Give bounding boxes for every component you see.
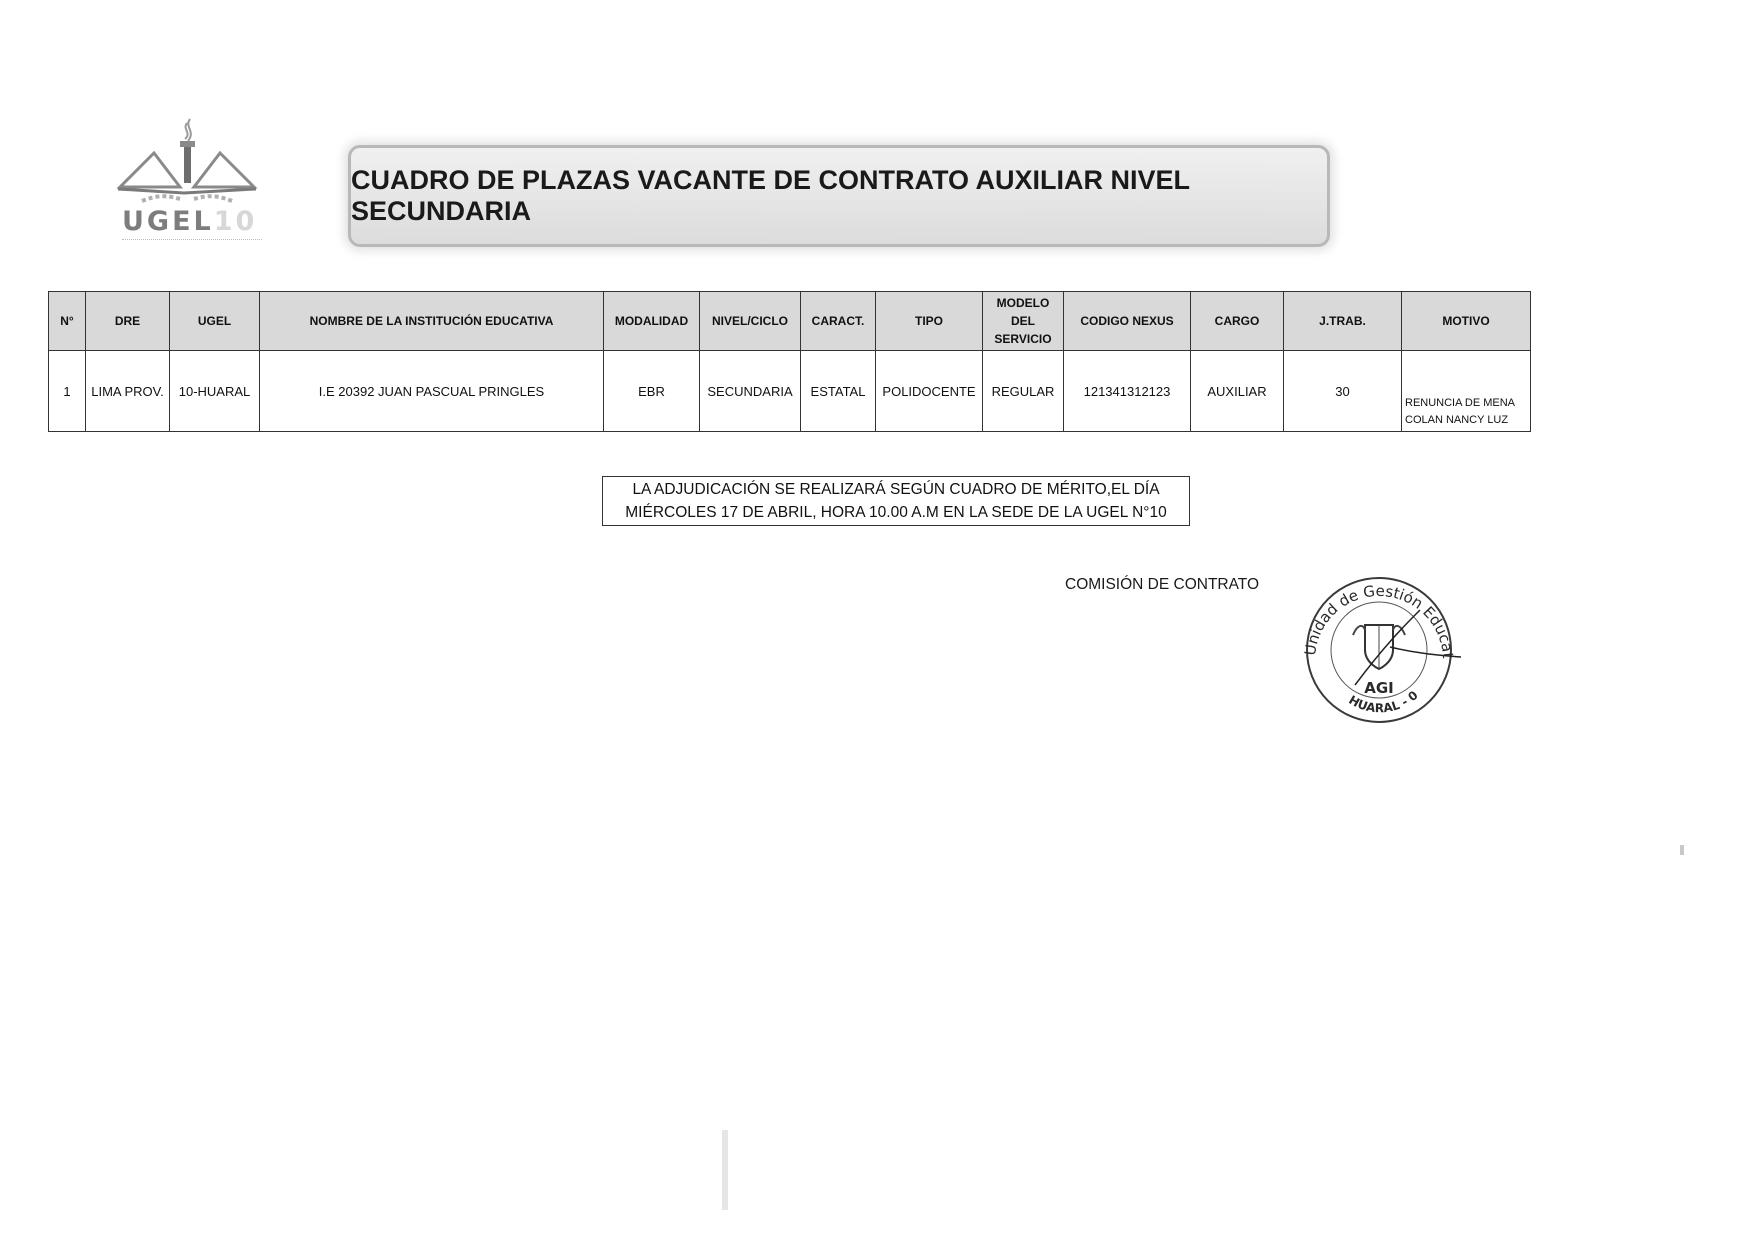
- ugel-logo: [112, 115, 262, 245]
- commission-label: COMISIÓN DE CONTRATO: [1065, 576, 1260, 593]
- title-box: [348, 145, 1330, 247]
- header-cell: J.TRAB.: [1284, 292, 1402, 351]
- open-book-torch-icon: [112, 115, 262, 210]
- header-cell: TIPO: [876, 292, 983, 351]
- header-cell: NOMBRE DE LA INSTITUCIÓN EDUCATIVA: [260, 292, 604, 351]
- page-title: CUADRO DE PLAZAS VACANTE DE CONTRATO AUXILIAR NIVEL SECUNDARIA: [351, 165, 1190, 226]
- table-header-row: [49, 292, 1531, 351]
- header-cell: NIVEL/CICLO: [700, 292, 801, 351]
- table-cell-service-model: REGULAR: [983, 351, 1064, 432]
- vacancies-table: [48, 291, 1531, 432]
- table-cell-position: AUXILIAR: [1191, 351, 1284, 432]
- adjudication-notice: [602, 476, 1190, 526]
- table-cell-nexus-code: 121341312123: [1064, 351, 1191, 432]
- table-row: [49, 351, 1531, 432]
- svg-text:HUARAL - 01: HUARAL - 0: [1346, 688, 1421, 716]
- table-cell-work-hours: 30: [1284, 351, 1402, 432]
- notice-line-1: LA ADJUDICACIÓN SE REALIZARÁ SEGÚN CUADRO DE MÉRITO,EL DÍA: [632, 481, 1160, 498]
- svg-text:AGI: AGI: [1364, 679, 1394, 697]
- header-cell: CARGO: [1191, 292, 1284, 351]
- logo-text-number: 10: [213, 206, 258, 237]
- header-cell: MODELO DEL SERVICIO: [983, 292, 1064, 351]
- table-cell-level: SECUNDARIA: [700, 351, 801, 432]
- header-cell: UGEL: [170, 292, 260, 351]
- notice-line-2: MIÉRCOLES 17 DE ABRIL, HORA 10.00 A.M EN LA SEDE DE LA UGEL N°10: [625, 504, 1167, 521]
- table-cell-number: 1: [49, 351, 86, 432]
- table-cell-modality: EBR: [604, 351, 700, 432]
- header-cell: MODALIDAD: [604, 292, 700, 351]
- scan-speck: [722, 1130, 728, 1210]
- svg-text:Unidad de Gestión Educativa Lo: Unidad de Gestión Educat: [1301, 581, 1458, 659]
- logo-text: [122, 206, 257, 237]
- header-cell: CARACT.: [801, 292, 876, 351]
- header-cell: N°: [49, 292, 86, 351]
- header-cell: DRE: [86, 292, 170, 351]
- official-seal-stamp: [1295, 575, 1465, 735]
- table-cell-reason: RENUNCIA DE MENA COLAN NANCY LUZ: [1402, 351, 1531, 432]
- table-cell-character: ESTATAL: [801, 351, 876, 432]
- logo-subtitle-line: [122, 239, 262, 243]
- header-cell: MOTIVO: [1402, 292, 1531, 351]
- table-cell-type: POLIDOCENTE: [876, 351, 983, 432]
- seal-stamp-icon: [1295, 575, 1465, 735]
- scan-speck: [1680, 845, 1684, 855]
- table-cell-institution: I.E 20392 JUAN PASCUAL PRINGLES: [260, 351, 604, 432]
- table-cell-dre: LIMA PROV.: [86, 351, 170, 432]
- logo-text-main: UGEL: [122, 206, 214, 237]
- header-cell: CODIGO NEXUS: [1064, 292, 1191, 351]
- table-cell-ugel: 10-HUARAL: [170, 351, 260, 432]
